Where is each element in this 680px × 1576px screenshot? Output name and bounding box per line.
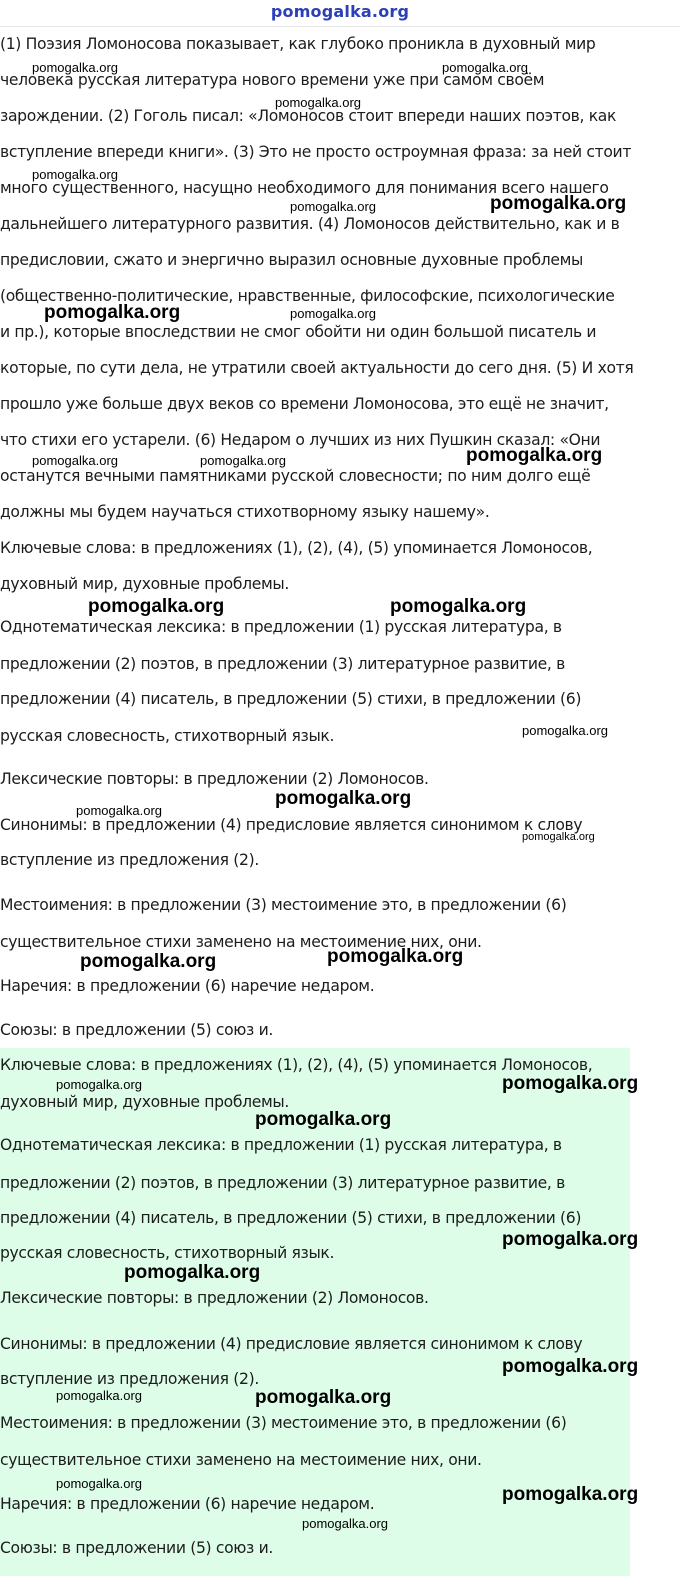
watermark: pomogalka.org	[490, 193, 627, 214]
watermark: pomogalka.org	[200, 453, 286, 468]
text-line: существительное стихи заменено на местоимение них, они.	[0, 1451, 482, 1469]
watermark: pomogalka.org	[327, 946, 464, 967]
text-line: вступление из предложения (2).	[0, 1370, 259, 1388]
text-line: Лексические повторы: в предложении (2) Ломоносов.	[0, 1289, 429, 1307]
text-line: существительное стихи заменено на местоимение них, они.	[0, 933, 482, 951]
watermark: pomogalka.org	[88, 596, 225, 617]
text-line: предложении (4) писатель, в предложении (5) стихи, в предложении (6)	[0, 1209, 582, 1227]
watermark: pomogalka.org	[76, 803, 162, 818]
text-line: Наречия: в предложении (6) наречие недаром.	[0, 1495, 375, 1513]
text-line: предложении (2) поэтов, в предложении (3) литературное развитие, в	[0, 655, 565, 673]
watermark: pomogalka.org	[502, 1484, 639, 1505]
text-line: русская словесность, стихотворный язык.	[0, 1244, 335, 1262]
text-line: (1) Поэзия Ломоносова показывает, как глубоко проникла в духовный мир	[0, 35, 596, 53]
text-line: (общественно-политические, нравственные, философские, психологические	[0, 287, 615, 305]
watermark: pomogalka.org	[56, 1476, 142, 1491]
watermark: pomogalka.org	[124, 1262, 261, 1283]
text-line: духовный мир, духовные проблемы.	[0, 575, 289, 593]
watermark: pomogalka.org	[502, 1356, 639, 1377]
watermark: pomogalka.org	[32, 167, 118, 182]
text-line: много существенного, насущно необходимого для понимания всего нашего	[0, 179, 609, 197]
text-line: и пр.), которые впоследствии не смог обойти ни один большой писатель и	[0, 323, 597, 341]
site-header	[0, 0, 680, 27]
watermark: pomogalka.org	[80, 951, 217, 972]
watermark: pomogalka.org	[502, 1073, 639, 1094]
text-line: что стихи его устарели. (6) Недаром о лучших из них Пушкин сказал: «Они	[0, 431, 601, 449]
watermark: pomogalka.org	[32, 60, 118, 75]
watermark: pomogalka.org	[275, 788, 412, 809]
text-line: Местоимения: в предложении (3) местоимение это, в предложении (6)	[0, 896, 567, 914]
text-line: Ключевые слова: в предложениях (1), (2), (4), (5) упоминается Ломоносов,	[0, 1056, 593, 1074]
watermark: pomogalka.org	[302, 1516, 388, 1531]
watermark: pomogalka.org	[56, 1388, 142, 1403]
watermark: pomogalka.org	[290, 306, 376, 321]
watermark: pomogalka.org	[255, 1387, 392, 1408]
text-line: Ключевые слова: в предложениях (1), (2), (4), (5) упоминается Ломоносов,	[0, 539, 593, 557]
text-line: Союзы: в предложении (5) союз и.	[0, 1021, 273, 1039]
site-logo[interactable]: pomogalka.org	[270, 2, 410, 21]
text-line: предложении (2) поэтов, в предложении (3) литературное развитие, в	[0, 1174, 565, 1192]
text-line: Местоимения: в предложении (3) местоимение это, в предложении (6)	[0, 1414, 567, 1432]
watermark: pomogalka.org	[522, 723, 608, 738]
text-line: русская словесность, стихотворный язык.	[0, 727, 335, 745]
text-line: вступление из предложения (2).	[0, 851, 259, 869]
text-line: зарождении. (2) Гоголь писал: «Ломоносов стоит впереди наших поэтов, как	[0, 107, 617, 125]
text-line: Наречия: в предложении (6) наречие недаром.	[0, 977, 375, 995]
watermark: pomogalka.org	[56, 1077, 142, 1092]
text-line: предложении (4) писатель, в предложении (5) стихи, в предложении (6)	[0, 690, 582, 708]
text-line: Однотематическая лексика: в предложении (1) русская литература, в	[0, 1136, 562, 1154]
text-line: Лексические повторы: в предложении (2) Ломоносов.	[0, 770, 429, 788]
text-line: предисловии, сжато и энергично выразил основные духовные проблемы	[0, 251, 583, 269]
text-line: должны мы будем научаться стихотворному языку нашему».	[0, 503, 490, 521]
watermark: pomogalka.org	[275, 95, 361, 110]
text-line: духовный мир, духовные проблемы.	[0, 1093, 289, 1111]
text-line: останутся вечными памятниками русской словесности; по ним долго ещё	[0, 467, 591, 485]
watermark: pomogalka.org	[255, 1109, 392, 1130]
text-line: Синонимы: в предложении (4) предисловие является синонимом к слову	[0, 1335, 583, 1353]
watermark: pomogalka.org	[522, 831, 595, 843]
watermark: pomogalka.org	[32, 453, 118, 468]
text-line: Однотематическая лексика: в предложении (1) русская литература, в	[0, 618, 562, 636]
watermark: pomogalka.org	[390, 596, 527, 617]
text-line: вступление впереди книги». (3) Это не просто остроумная фраза: за ней стоит	[0, 143, 632, 161]
text-line: которые, по сути дела, не утратили своей актуальности до сего дня. (5) И хотя	[0, 359, 634, 377]
watermark: pomogalka.org	[44, 302, 181, 323]
text-line: прошло уже больше двух веков со времени Ломоносова, это ещё не значит,	[0, 395, 609, 413]
watermark: pomogalka.org	[290, 199, 376, 214]
watermark: pomogalka.org	[442, 60, 528, 75]
text-line: Синонимы: в предложении (4) предисловие является синонимом к слову	[0, 816, 583, 834]
watermark: pomogalka.org	[502, 1229, 639, 1250]
text-line: дальнейшего литературного развития. (4) Ломоносов действительно, как и в	[0, 215, 620, 233]
text-line: Союзы: в предложении (5) союз и.	[0, 1539, 273, 1557]
watermark: pomogalka.org	[466, 445, 603, 466]
text-line: человека русская литература нового времени уже при самом своём	[0, 71, 545, 89]
